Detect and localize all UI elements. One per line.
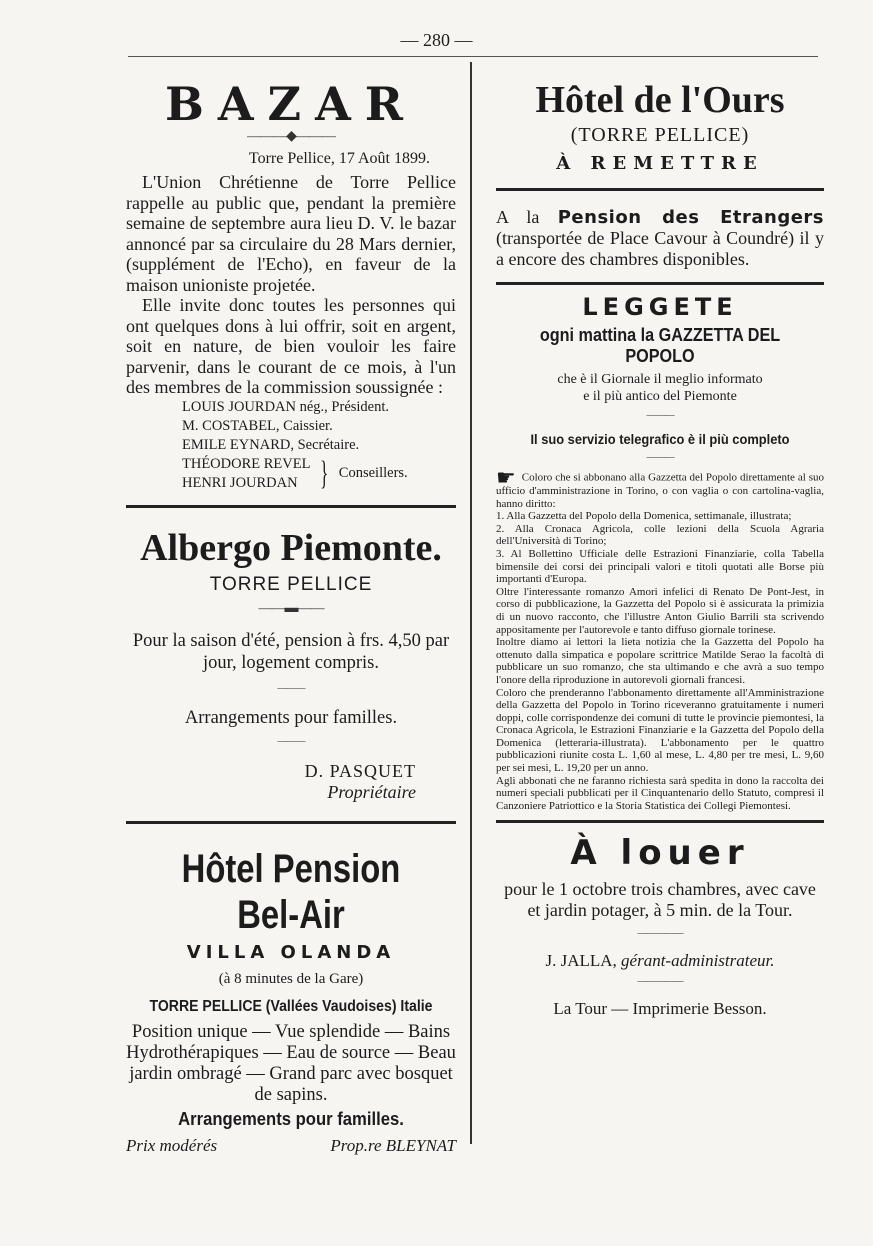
belair-prices: Prix modérés [126, 1135, 218, 1155]
gazzetta-fine-print [496, 465, 824, 812]
albergo-arrangements: Arrangements pour familles. [184, 707, 398, 728]
leggete-desc-line-1: che è il Giornale il meglio informato [557, 372, 763, 387]
counsellors-label: Conseillers. [338, 465, 408, 481]
belair-distance: (à 8 minutes de la Gare) [218, 970, 364, 987]
belair-ad [126, 846, 456, 1156]
belair-title: Hôtel Pension Bel-Air [181, 846, 401, 937]
pension-name: Pension des Etrangers [557, 207, 825, 228]
albergo-body: Pour la saison d'été, pension à frs. 4,50 par jour, logement compris. [132, 630, 450, 673]
ornament-divider: ——▬—— [258, 600, 324, 616]
ours-remettre: À REMETTRE [556, 153, 764, 174]
manager-line [496, 951, 824, 971]
albergo-ad [126, 526, 456, 803]
page-number: — 280 — [400, 30, 473, 50]
belair-villa: VILLA OLANDA [186, 941, 396, 963]
louer-title: À louer [570, 833, 750, 874]
dash-divider: ——— [646, 410, 674, 421]
leggete-desc-line-2: e il più antico del Piemonte [583, 389, 737, 404]
pension-prefix: A la [496, 207, 540, 227]
ours-title: Hôtel de l'Ours [535, 79, 785, 121]
bazar-title: BAZAR [164, 77, 418, 131]
albergo-owner-role: Propriétaire [327, 781, 416, 802]
member-president: LOUIS JOURDAN nég., Président. [182, 398, 390, 415]
gazzetta-para-6: Inoltre diamo ai lettori la lieta notizia che la Gazzetta del Popolo ha ottenuto dalla simpatica e popolare scrittrice Matilde Serao la facoltà di pubblicare un suo romanzo, che sta ultimando e che avrà a suo tempo l'onore della riproduzione in autorevoli giornali francesi. [496, 636, 824, 686]
ornament-divider: ———◆——— [247, 129, 335, 144]
ours-ad [496, 78, 824, 174]
gazzetta-para-2: 1. Alla Gazzetta del Popolo della Domenica, settimanale, illustrata; [496, 510, 792, 523]
leggete-subtitle: ogni mattina la GAZZETTA DEL POPOLO [539, 325, 781, 366]
belair-footer [126, 1136, 456, 1156]
louer-ad [496, 833, 824, 921]
bazar-date: Torre Pellice, 17 Août 1899. [248, 150, 430, 167]
dash-divider: ——— [277, 735, 305, 747]
section-rule [496, 282, 824, 285]
leggete-description [496, 371, 824, 405]
top-rule [128, 56, 818, 57]
printer-line: La Tour — Imprimerie Besson. [553, 999, 767, 1019]
commission-list [182, 398, 456, 493]
manager-name: J. JALLA, [545, 951, 617, 971]
right-column [496, 72, 824, 1019]
bazar-ad [126, 78, 456, 493]
member-counsellor-1: THÉODORE REVEL [182, 455, 311, 472]
section-rule [496, 188, 824, 191]
brace-glyph: } [320, 454, 329, 492]
belair-owner: Prop.re BLEYNAT [330, 1135, 456, 1155]
gazzetta-para-7: Coloro che prenderanno l'abbonamento direttamente all'Amministrazione della Gazzetta del Popolo in Torino riceveranno gratuitamente i numeri doppi, colle corrispondenze dei comuni di tutte le provincie piemontesi, la Cronaca Agricola, le Estrazioni Finanziarie e la Gazzetta del Popolo della Domenica (letteraria-illustrata). L'abbonamento per le quattro pubblicazioni riunite costa L. 1,60 al mese, L. 4,80 per tre mesi, L. 9,60 per sei mesi, L. 19,20 per un anno. [496, 686, 824, 775]
member-cashier: M. COSTABEL, Caissier. [182, 417, 333, 434]
albergo-owner-name: D. PASQUET [304, 760, 416, 781]
bazar-paragraph-1: L'Union Chrétienne de Torre Pellice rappelle au public que, pendant la première semaine de septembre aura lieu D. V. le bazar annoncé par sa circulaire du 28 Mars dernier, (supplément de l'Echo), en faveur de la maison unioniste projetée. [126, 172, 456, 295]
dash-divider: ————— [637, 928, 683, 940]
pension-ad [496, 207, 824, 270]
dash-divider: ————— [637, 976, 683, 988]
pension-text: (transportée de Place Cavour à Coundré) il y a encore des chambres disponibles. [496, 228, 824, 269]
counsellors-group [182, 455, 456, 493]
albergo-subtitle: TORRE PELLICE [209, 573, 373, 595]
member-counsellor-2: HENRI JOURDAN [182, 474, 298, 491]
bazar-paragraph-2: Elle invite donc toutes les personnes qui ont quelques dons à lui offrir, soit en argent, soit en nature, de bien vouloir les faire parvenir, dans le courant de ce mois, à l'un des membres de la commission soussignée : [126, 295, 456, 397]
manager-role: gérant-administrateur. [621, 951, 775, 971]
gazzetta-para-3: 2. Alla Cronaca Agricola, colle lezioni della Scuola Agraria dell'Università di Torino; [496, 522, 824, 548]
section-rule [126, 505, 456, 508]
ours-subtitle: (TORRE PELLICE) [570, 124, 750, 146]
albergo-title: Albergo Piemonte. [140, 526, 442, 569]
louer-body: pour le 1 octobre trois chambres, avec cave et jardin potager, à 5 min. de la Tour. [504, 879, 816, 921]
belair-body: Position unique — Vue splendide — Bains Hydrothérapiques — Eau de source — Beau jardin ombragé — Grand parc avec bosquet de sapins. [126, 1021, 456, 1105]
leggete-title: LEGGETE [582, 293, 738, 321]
leggete-telegraph: Il suo servizio telegrafico è il più completo [530, 431, 790, 447]
gazzetta-ad [496, 293, 824, 812]
belair-arrangements: Arrangements pour familles. [178, 1107, 404, 1129]
left-column [126, 72, 456, 1156]
dash-divider: ——— [646, 452, 674, 463]
gazzetta-para-8: Agli abbonati che ne faranno richiesta sarà spedita in dono la raccolta dei numeri speciali pubblicati per il Cinquantenario dello Statuto, compresi il Canzoniere Patriottico e la Storia Statistica dei Collegi Piemontesi. [496, 774, 824, 812]
section-rule [126, 821, 456, 824]
member-secretary: EMILE EYNARD, Secrétaire. [182, 436, 360, 453]
albergo-signature [126, 761, 416, 803]
pointing-hand-icon: ☛ [496, 465, 516, 490]
dash-divider: ——— [277, 682, 305, 694]
gazzetta-para-4: 3. Al Bollettino Ufficiale delle Estrazioni Finanziarie, colla Tabella bimensile dei corsi dei principali valori e titoli quotati alle Borse più importanti d'Europa. [496, 547, 824, 586]
gazzetta-para-5: Oltre l'interessante romanzo Amori infelici di Renato De Pont-Jest, in corso di pubblicazione, la Gazzetta del Popolo si è assicurata la primizia di un nuovo racconto, che l'illustre Anton Giulio Barrili sta scrivendo appositamente per l'autorevole e tanto diffuso giornale torinese. [496, 585, 824, 636]
belair-place: TORRE PELLICE (Vallées Vaudoises) Italie [149, 997, 433, 1015]
section-rule [496, 820, 824, 823]
column-divider [470, 62, 472, 1144]
gazzetta-para-1: Coloro che si abbonano alla Gazzetta del Popolo direttamente al suo ufficio d'amministrazione in Torino, o con vaglia o con cartolina-vaglia, hanno diritto: [496, 471, 824, 510]
